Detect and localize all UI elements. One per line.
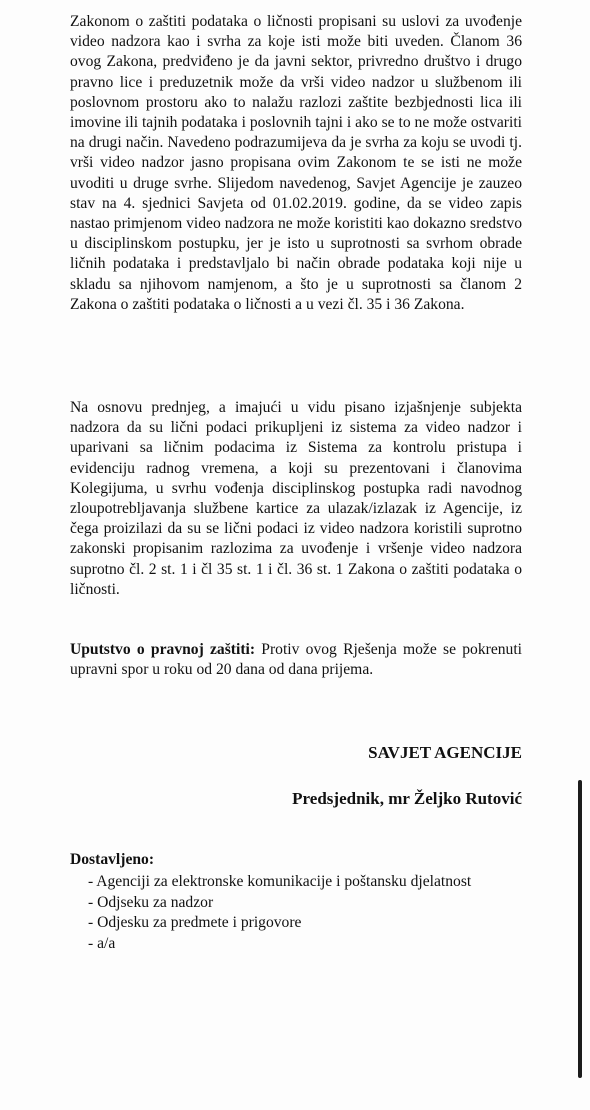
list-item: - Odjesku za predmete i prigovore bbox=[88, 914, 302, 931]
list-item: - Agenciji za elektronske komunikacije i poštansku djelatnost bbox=[88, 873, 472, 890]
delivered-heading: Dostavljeno: bbox=[70, 851, 155, 868]
paragraph-legal-basis: Zakonom o zaštiti podataka o ličnosti propisani su uslovi za uvođenje video nadzora kao i svrha za koje isti može biti uveden. Članom 36 ovog Zakona, predviđeno je da javni sektor, privredno društvo i drugo pravno lice i preduzetnik može da vrši video nadzor u službenom ili poslovnom prostoru ako to nalažu razlozi zaštite bezbjednosti lica ili imovine ili tajnih podataka i poslovnih tajni i ako se to ne može ostvariti na drugi način. Navedeno podrazumijeva da je svrha za koju se uvodi tj. vrši video nadzor jasno propisana ovim Zakonom te se isti ne može uvoditi u druge svrhe. Slijedom navedenog, Savjet Agencije je zauzeo stav na 4. sjednici Savjeta od 01.02.2019. godine, da se video zapis nastao primjenom video nadzora ne može koristiti kao dokazno sredstvo u disciplinskom postupku, jer je isto u suprotnosti sa svrhom obrade ličnih podataka i predstavljalo bi način obrade podataka koji nije u skladu sa njihovom namjenom, a što je u suprotnosti sa članom 2 Zakona o zaštiti podataka o ličnosti a u vezi čl. 35 i 36 Zakona. bbox=[70, 13, 522, 313]
legal-remedy-text: Protiv ovog Rješenja može se pokrenuti upravni spor u roku od 20 dana od dana prijema. bbox=[70, 641, 522, 679]
legal-remedy-label: Uputstvo o pravnoj zaštiti: bbox=[70, 641, 256, 658]
signature-person: Predsjednik, mr Željko Rutović bbox=[292, 789, 522, 808]
list-item: - Odjseku za nadzor bbox=[88, 893, 214, 911]
signature-organization: SAVJET AGENCIJE bbox=[368, 743, 522, 762]
paragraph-legal-remedy bbox=[70, 640, 522, 680]
scrollbar[interactable] bbox=[578, 780, 582, 1078]
list-item: - a/a bbox=[88, 934, 116, 952]
delivered-list bbox=[88, 872, 471, 954]
paragraph-findings: Na osnovu prednjeg, a imajući u vidu pisano izjašnjenje subjekta nadzora da su lični podaci prikupljeni iz sistema za video nadzor i uparivani sa ličnim podacima iz Sistema za kontrolu pristupa i evidenciju radnog vremena, a koji su prezentovani i članovima Kolegijuma, u svrhu vođenja disciplinskog postupka radi navodnog zloupotrebljavanja službene kartice za ulazak/izlazak iz Agencije, iz čega proizilazi da su se lični podaci iz video nadzora koristili suprotno zakonski propisanim razlozima za uvođenje i vršenje video nadzora suprotno čl. 2 st. 1 i čl 35 st. 1 i čl. 36 st. 1 Zakona o zaštiti podataka o ličnosti. bbox=[70, 399, 522, 598]
